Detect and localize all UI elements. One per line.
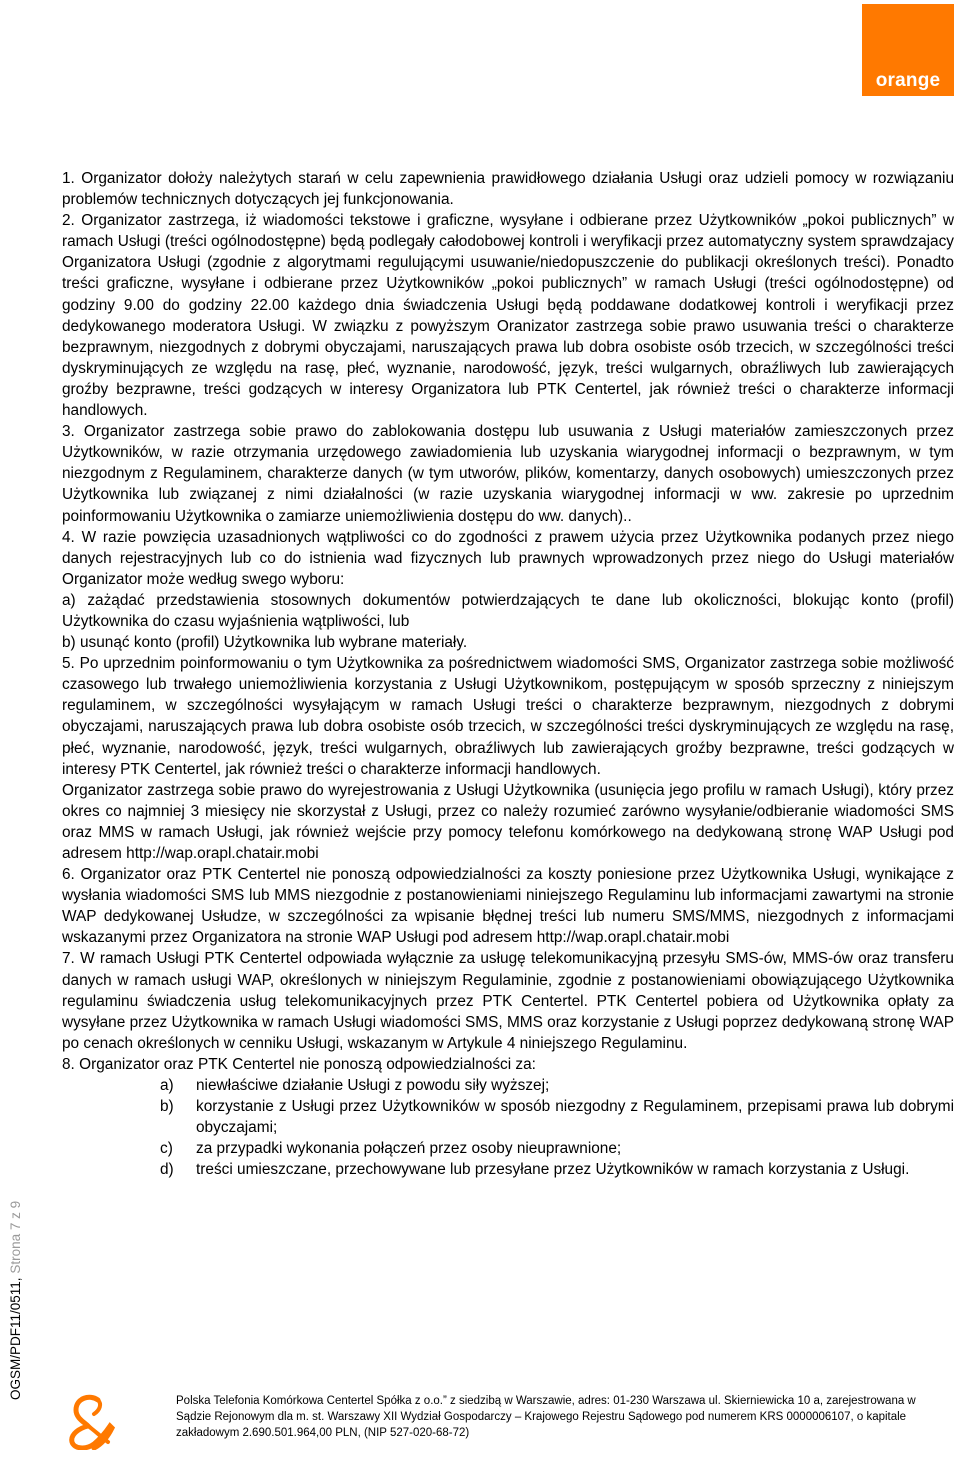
list-item	[62, 1159, 954, 1180]
page-number: Strona 7 z 9	[8, 1200, 23, 1274]
paragraph-4a: a) zażądać przedstawienia stosownych dokumentów potwierdzających te dane lub okoliczności, blokując konto (profil) Użytkownika do czasu wyjaśnienia wątpliwości, lub	[62, 591, 954, 630]
list-item-label: a)	[160, 1077, 174, 1095]
footer-company-info	[176, 1393, 956, 1441]
paragraph-5: 5. Po uprzednim poinformowaniu o tym Użytkownika za pośrednictwem wiadomości SMS, Organizator zastrzega sobie możliwość czasowego lub trwałego uniemożliwienia korzystania z Usługi Użytkownikom, postępującym w sposób sprzeczny z niniejszym regulaminem, w szczególności wysyłającym w ramach Usługi treści o charakterze bezprawnym, niezgodnych z dobrymi obyczajami, naruszających prawa lub dobra osobiste osób trzecich, w szczególności treści dyskryminujących ze względu na rasę, płeć, wyznanie, narodowość, język, treści wulgarnych, obraźliwych lub zawierających groźby bezprawne, treści godzących w interesy PTK Centertel, jak również treści o charakterze informacji handlowych.	[62, 655, 954, 778]
list-item-label: c)	[160, 1140, 173, 1158]
liability-list	[62, 1075, 954, 1180]
footer-line: zakładowym 2.690.501.964,00 PLN, (NIP 527-020-68-72)	[176, 1427, 470, 1439]
side-document-code	[8, 1201, 23, 1400]
list-item-text: treści umieszczane, przechowywane lub przesyłane przez Użytkowników w ramach korzystania z Usługi.	[196, 1161, 910, 1179]
paragraph-1: 1. Organizator dołoży należytych starań w celu zapewnienia prawidłowego działania Usługi oraz udzieli pomocy w rozwiązaniu problemów technicznych dotyczących jej funkcjonowania.	[62, 170, 954, 209]
list-item	[62, 1075, 954, 1096]
paragraph-7: 7. W ramach Usługi PTK Centertel odpowiada wyłącznie za usługę telekomunikacyjną przesyłu SMS-ów, MMS-ów oraz transferu danych w ramach usługi WAP, określonych w niniejszym Regulaminie, zgodnie z postanowieniami obowiązującego Użytkownika regulaminu świadczenia usług telekomunikacyjnych przez PTK Centertel. PTK Centertel pobiera od Użytkownika opłaty za wysyłane przez Użytkownika w ramach Usługi wiadomości SMS, MMS oraz korzystanie z Usługi poprzez dedykowaną stronę WAP po cenach określonych w cenniku Usługi, wskazanym w Artykule 4 niniejszego Regulaminu.	[62, 950, 954, 1052]
paragraph-4b: b) usunąć konto (profil) Użytkownika lub wybrane materiały.	[62, 634, 468, 652]
orange-ampersand-icon	[62, 1392, 118, 1450]
list-item-label: d)	[160, 1161, 174, 1179]
list-item-label: b)	[160, 1098, 174, 1116]
paragraph-6: 6. Organizator oraz PTK Centertel nie ponoszą odpowiedzialności za koszty poniesione przez Użytkownika Usługi, wynikające z wysłania wiadomości SMS lub MMS niezgodnie z postanowieniami niniejszego Regulaminu lub informacjami zawartymi na stronie WAP dedykowanej Usłudze, w szczególności za wpisanie błędnej treści lub numeru SMS/MMS, niezgodnych z informacjami wskazanymi przez Organizatora na stronie WAP Usługi pod adresem http://wap.orapl.chatair.mobi	[62, 866, 954, 947]
list-item-text: korzystanie z Usługi przez Użytkowników w sposób niezgodny z Regulaminem, przepisami prawa lub dobrymi obyczajami;	[196, 1098, 954, 1137]
list-item-text: za przypadki wykonania połączeń przez osoby nieuprawnione;	[196, 1140, 622, 1158]
paragraph-5-cont: Organizator zastrzega sobie prawo do wyrejestrowania z Usługi Użytkownika (usunięcia jego profilu w ramach Usługi), który przez okres co najmniej 3 miesięcy nie skorzystał z Usługi, przez co należy rozumieć zarówno wysyłanie/odbieranie wiadomości SMS oraz MMS w ramach Usługi, jak również wejście przy pomocy telefonu komórkowego na dedykowaną stronę WAP Usługi pod adresem http://wap.orapl.chatair.mobi	[62, 781, 954, 862]
footer-line: Polska Telefonia Komórkowa Centertel Spółka z o.o.” z siedzibą w Warszawie, adres: 01-230 Warszawa ul. Skierniewicka 10 a, zarejestrowana w	[176, 1395, 916, 1407]
paragraph-2: 2. Organizator zastrzega, iż wiadomości tekstowe i graficzne, wysyłane i odbierane przez Użytkowników „pokoi publicznych” w ramach Usługi (treści ogólnodostępne) będą podlegały całodobowej kontroli i weryfikacji przez automatyczny system sprawdzajacy Organizatora Usługi (zgodnie z algorytmami regulującymi usuwanie/niedopuszczenie do publikacji określonych treści). Ponadto treści graficzne, wysyłane i odbierane przez Użytkowników „pokoi publicznych” w ramach Usługi (treści ogólnodostępne) od godziny 9.00 do godziny 22.00 każdego dnia świadczenia Usługi będą poddawane dodatkowej kontroli i weryfikacji przez dedykowanego moderatora Usługi. W związku z powyższym Oranizator zastrzega sobie prawo usuwania treści o charakterze bezprawnym, niezgodnych z dobrymi obyczajami, naruszających prawa lub dobra osobiste osób trzecich, w szczególności treści dyskryminujących ze względu na rasę, płeć, wyznanie, narodowość, język, treści wulgarnych, obraźliwych lub zawierających groźby bezprawne, treści godzących w interesy Organizatora lub PTK Centertel, jak również treści o charakterze informacji handlowych.	[62, 212, 954, 420]
paragraph-8: 8. Organizator oraz PTK Centertel nie ponoszą odpowiedzialności za:	[62, 1055, 536, 1073]
list-item-text: niewłaściwe działanie Usługi z powodu siły wyższej;	[196, 1077, 550, 1095]
list-item	[62, 1096, 954, 1138]
footer-line: Sądzie Rejonowym dla m. st. Warszawy XII Wydział Gospodarczy – Krajowego Rejestru Sądowego pod numerem KRS 0000006107, o kapitale	[176, 1411, 907, 1423]
orange-logo	[862, 4, 954, 96]
list-item	[62, 1138, 954, 1159]
logo-text: orange	[875, 70, 941, 91]
paragraph-4: 4. W razie powzięcia uzasadnionych wątpliwości co do zgodności z prawem użycia przez Użytkownika podanych przez niego danych rejestracyjnych lub co do istnienia wad fizycznych lub prawnych wprowadzonych przez niego do Usługi materiałów Organizator może według swego wyboru:	[62, 528, 954, 588]
document-code: OGSM/PDF11/0511,	[8, 1277, 23, 1400]
paragraph-3: 3. Organizator zastrzega sobie prawo do zablokowania dostępu lub usuwania z Usługi materiałów zamieszczonych przez Użytkowników, w razie otrzymania urzędowego zawiadomienia lub uzyskania wiarygodnej informacji o bezprawnym, w tym niezgodnym z Regulaminem, charakterze danych (w tym utworów, plików, komentarzy, danych osobowych) umieszczonych przez Użytkownika lub związanej z nimi działalności (w razie uzyskania wiarygodnej informacji w ww. zakresie po uprzednim poinformowaniu Użytkownika o zamiarze uniemożliwienia dostępu do ww. danych)..	[62, 423, 954, 525]
document-body	[62, 168, 954, 1181]
